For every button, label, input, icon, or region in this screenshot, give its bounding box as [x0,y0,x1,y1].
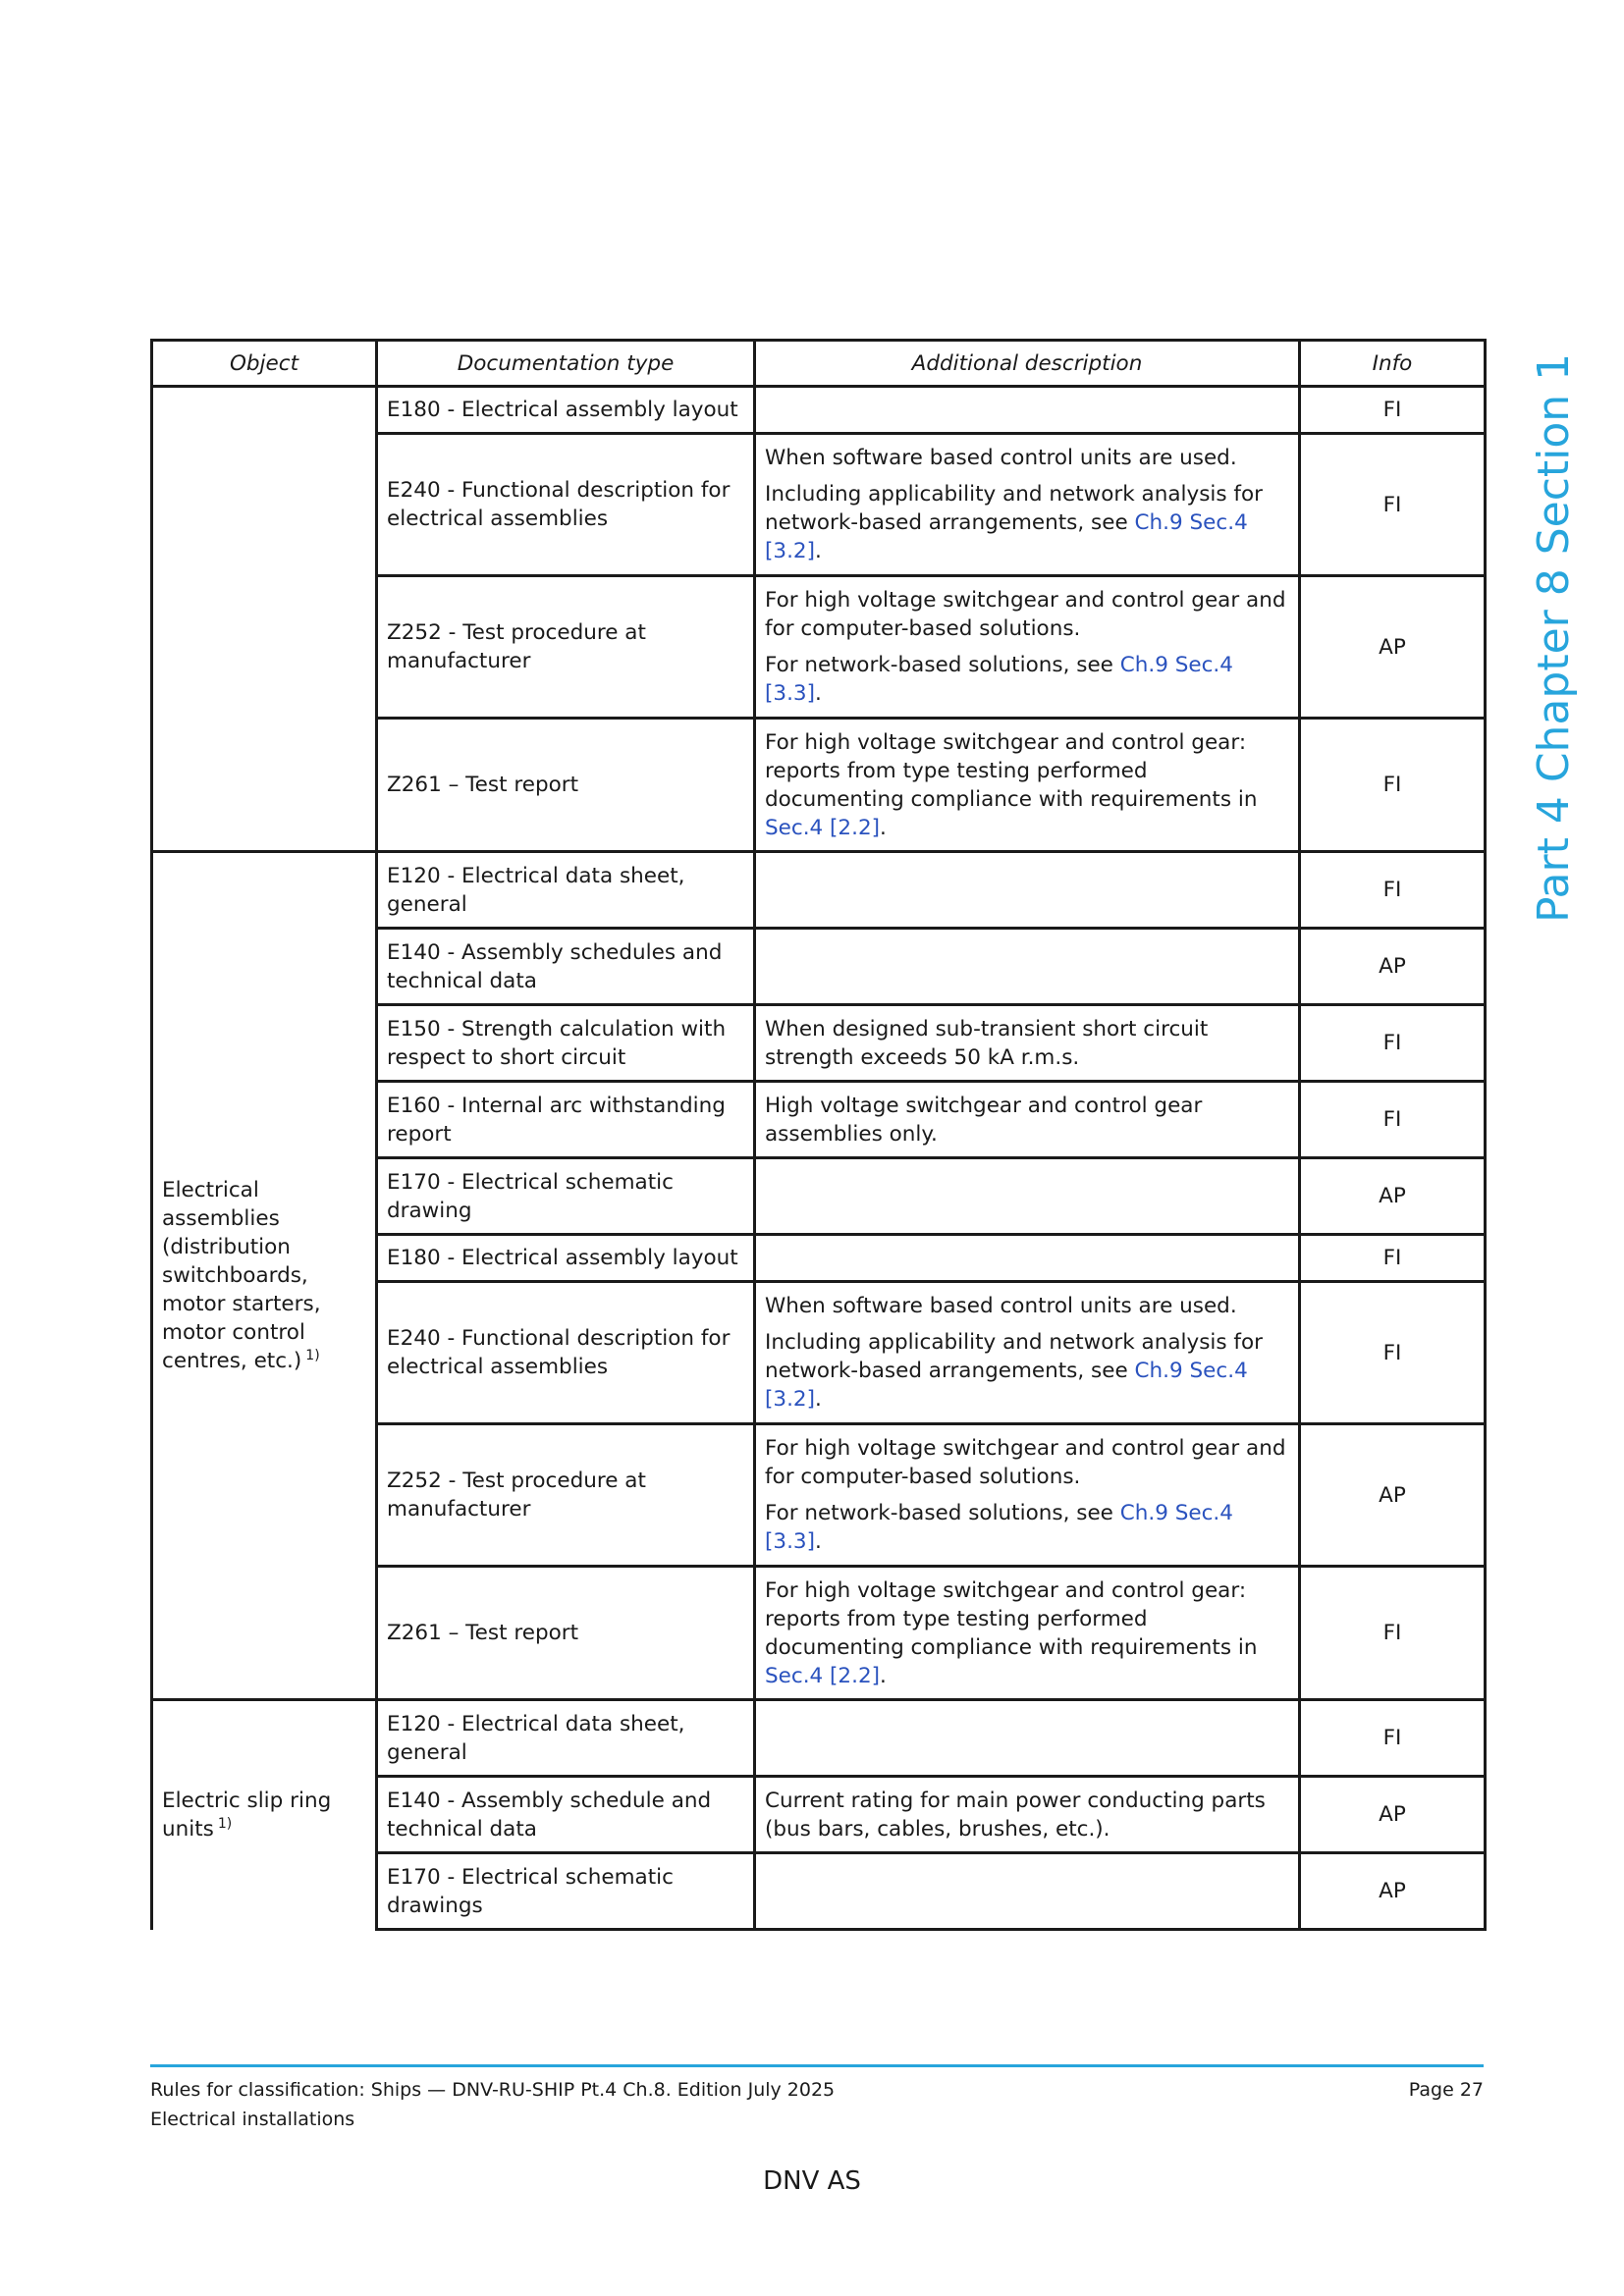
info-code: FI [1300,852,1486,929]
footer-document-info [150,2075,835,2134]
info-code: FI [1300,1235,1486,1282]
footnote-marker: 1) [305,1348,320,1363]
description [755,1700,1300,1777]
description: For high voltage switchgear and control gear: reports from type testing performed documenting compliance with requirements in Sec.4 [2.2]. [755,719,1300,852]
footer-divider [150,2064,1484,2067]
table-row [152,852,1486,929]
info-code: AP [1300,929,1486,1005]
description [755,1235,1300,1282]
description: For high voltage switchgear and control gear and for computer-based solutions. For network-based solutions, see Ch.9 Sec.4 [3.3]. [755,576,1300,719]
info-code: AP [1300,1158,1486,1235]
doc-type: Z252 - Test procedure at manufacturer [377,576,755,719]
company-name: DNV AS [763,2166,861,2196]
description: When designed sub-transient short circuit strength exceeds 50 kA r.m.s. [755,1005,1300,1082]
doc-type: E180 - Electrical assembly layout [377,1235,755,1282]
footer-chapter-title: Electrical installations [150,2109,355,2130]
header-object: Object [152,341,377,387]
header-documentation-type: Documentation type [377,341,755,387]
side-section-title: Part 4 Chapter 8 Section 1 [1529,352,1579,923]
info-code: AP [1300,1424,1486,1567]
description: High voltage switchgear and control gear assemblies only. [755,1082,1300,1158]
footer-rules-title: Rules for classification: Ships — DNV-RU-SHIP Pt.4 Ch.8. Edition July 2025 [150,2079,836,2101]
doc-type: E140 - Assembly schedules and technical data [377,929,755,1005]
doc-type: E160 - Internal arc withstanding report [377,1082,755,1158]
table-row [152,387,1486,434]
doc-type: E240 - Functional description for electrical assemblies [377,1282,755,1424]
info-code: FI [1300,1700,1486,1777]
info-code: AP [1300,1853,1486,1930]
info-code: FI [1300,1082,1486,1158]
cross-reference-link[interactable]: Sec.4 [2.2] [765,815,881,840]
description [755,1158,1300,1235]
description: For high voltage switchgear and control gear: reports from type testing performed documenting compliance with requirements in Sec.4 [2.2]. [755,1567,1300,1700]
info-code: FI [1300,1282,1486,1424]
header-additional-description: Additional description [755,341,1300,387]
doc-type: E140 - Assembly schedule and technical data [377,1777,755,1853]
cross-reference-link[interactable]: Ch.9 Sec.4 [3.2] [765,1359,1248,1412]
doc-type: Z252 - Test procedure at manufacturer [377,1424,755,1567]
doc-type: E180 - Electrical assembly layout [377,387,755,434]
description: For high voltage switchgear and control gear and for computer-based solutions. For network-based solutions, see Ch.9 Sec.4 [3.3]. [755,1424,1300,1567]
object-cell-slip-ring-units: Electric slip ring units $^{1)}$ [152,1700,377,1930]
cross-reference-link[interactable]: Ch.9 Sec.4 [3.3] [765,1501,1233,1554]
page-number: Page 27 [1408,2079,1484,2101]
cross-reference-link[interactable]: Ch.9 Sec.4 [3.3] [765,653,1233,706]
cross-reference-link[interactable]: Ch.9 Sec.4 [3.2] [765,510,1248,563]
documentation-requirements-table [150,339,1487,1931]
doc-type: E150 - Strength calculation with respect to short circuit [377,1005,755,1082]
doc-type: E120 - Electrical data sheet, general [377,852,755,929]
description [755,387,1300,434]
description [755,929,1300,1005]
cross-reference-link[interactable]: Sec.4 [2.2] [765,1663,881,1688]
table-row [152,1700,1486,1777]
description: When software based control units are used. Including applicability and network analysis for network-based arrangements, see Ch.9 Sec.4 [3.2]. [755,434,1300,576]
info-code: FI [1300,719,1486,852]
info-code: FI [1300,387,1486,434]
description [755,1853,1300,1930]
table-header-row [152,341,1486,387]
info-code: FI [1300,1005,1486,1082]
doc-type: E170 - Electrical schematic drawing [377,1158,755,1235]
doc-type: E170 - Electrical schematic drawings [377,1853,755,1930]
info-code: FI [1300,434,1486,576]
description [755,852,1300,929]
object-cell-continued [152,387,377,852]
object-cell-electrical-assemblies: Electrical assemblies (distribution switchboards, motor starters, motor control centres, etc.) $^{1)}$ [152,852,377,1700]
description: Current rating for main power conducting parts (bus bars, cables, brushes, etc.). [755,1777,1300,1853]
footnote-marker: 1) [217,1816,233,1833]
info-code: FI [1300,1567,1486,1700]
info-code: AP [1300,1777,1486,1853]
info-code: AP [1300,576,1486,719]
doc-type: Z261 – Test report [377,719,755,852]
doc-type: E120 - Electrical data sheet, general [377,1700,755,1777]
description: When software based control units are used. Including applicability and network analysis for network-based arrangements, see Ch.9 Sec.4 [3.2]. [755,1282,1300,1424]
header-info: Info [1300,341,1486,387]
doc-type: E240 - Functional description for electrical assemblies [377,434,755,576]
doc-type: Z261 – Test report [377,1567,755,1700]
